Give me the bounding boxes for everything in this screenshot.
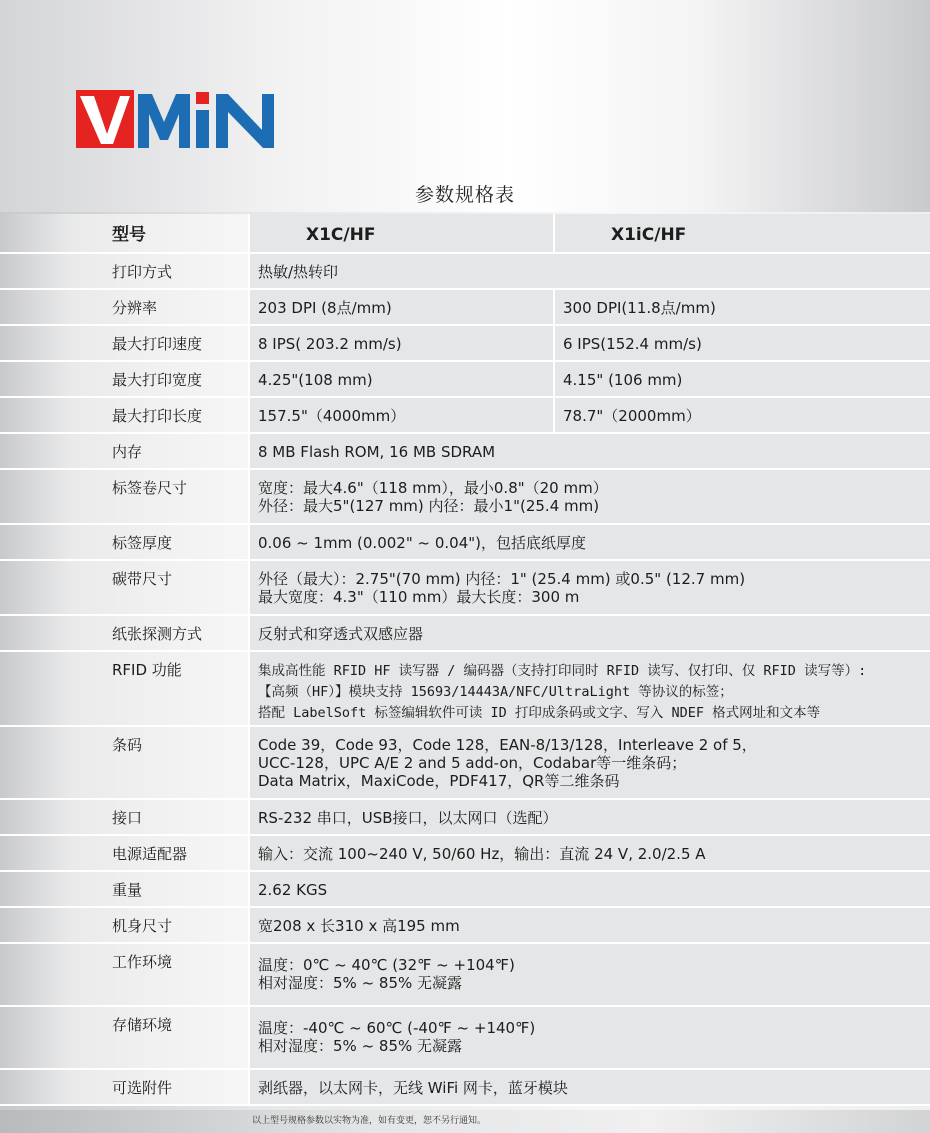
spec-table	[0, 214, 930, 1106]
row-label: 打印方式	[0, 254, 250, 290]
table-row	[0, 362, 930, 398]
row-label: 存储环境	[0, 1007, 250, 1070]
row-value-line: UCC-128，UPC A/E 2 and 5 add-on，Codabar等一维条码；	[258, 754, 687, 772]
row-value: 2.62 KGS	[250, 872, 930, 908]
row-value: 热敏/热转印	[250, 254, 930, 290]
row-label: 碳带尺寸	[0, 561, 250, 616]
table-row	[0, 872, 930, 908]
row-value-line: 相对湿度：5% ~ 85% 无凝露	[258, 974, 463, 992]
row-value: 反射式和穿透式双感应器	[250, 616, 930, 652]
table-row	[0, 434, 930, 470]
row-value-x1ic: 78.7"（2000mm）	[555, 398, 930, 434]
row-label: 分辨率	[0, 290, 250, 326]
row-value: RS-232 串口，USB接口，以太网口（选配）	[250, 800, 930, 836]
row-label: 最大打印长度	[0, 398, 250, 434]
row-label: 机身尺寸	[0, 908, 250, 944]
row-label: 纸张探测方式	[0, 616, 250, 652]
row-value	[250, 561, 930, 616]
row-label: RFID 功能	[0, 652, 250, 727]
row-label: 重量	[0, 872, 250, 908]
vmin-logo	[76, 90, 276, 148]
table-row	[0, 727, 930, 800]
table-header-row	[0, 214, 930, 254]
row-label: 最大打印宽度	[0, 362, 250, 398]
table-row	[0, 800, 930, 836]
row-value-line: 温度：0℃ ~ 40℃ (32℉ ~ +104℉)	[258, 956, 515, 974]
row-label: 条码	[0, 727, 250, 800]
row-value-line: 温度：-40℃ ~ 60℃ (-40℉ ~ +140℉)	[258, 1019, 536, 1037]
row-value-line: Code 39，Code 93，Code 128，EAN-8/13/128，Interleave 2 of 5，	[258, 736, 757, 754]
row-value	[250, 470, 930, 525]
row-value	[250, 652, 930, 727]
row-value-line: 外径：最大5"(127 mm) 内径：最小1"(25.4 mm)	[258, 497, 600, 515]
row-label: 最大打印速度	[0, 326, 250, 362]
row-value-line: 集成高性能 RFID HF 读写器 / 编码器（支持打印同时 RFID 读写、仅打印、仅 RFID 读写等）:	[258, 663, 867, 679]
row-value-x1c: 203 DPI (8点/mm)	[250, 290, 555, 326]
row-label: 工作环境	[0, 944, 250, 1007]
table-row	[0, 561, 930, 616]
row-label: 接口	[0, 800, 250, 836]
page-title: 参数规格表	[414, 184, 515, 206]
row-value	[250, 1007, 930, 1070]
row-value: 剥纸器，以太网卡，无线 WiFi 网卡，蓝牙模块	[250, 1070, 930, 1106]
row-value-line: 相对湿度：5% ~ 85% 无凝露	[258, 1037, 463, 1055]
row-value	[250, 944, 930, 1007]
row-value-line: Data Matrix，MaxiCode，PDF417，QR等二维条码	[258, 772, 620, 790]
row-value-line: 【高频（HF）】模块支持 15693/14443A/NFC/UltraLight 等协议的标签；	[258, 684, 733, 700]
model-x1c-hf: X1C/HF	[250, 214, 555, 254]
row-label: 电源适配器	[0, 836, 250, 872]
model-x1ic-hf: X1iC/HF	[555, 214, 930, 254]
row-label: 标签厚度	[0, 525, 250, 561]
row-value-x1c: 157.5"（4000mm）	[250, 398, 555, 434]
table-row	[0, 908, 930, 944]
table-row	[0, 1070, 930, 1106]
row-value-line: 最大宽度：4.3"（110 mm）最大长度：300 m	[258, 588, 580, 606]
row-label: 内存	[0, 434, 250, 470]
table-row	[0, 470, 930, 525]
row-value-x1ic: 6 IPS(152.4 mm/s)	[555, 326, 930, 362]
table-row	[0, 525, 930, 561]
row-value: 0.06 ~ 1mm (0.002" ~ 0.04")，包括底纸厚度	[250, 525, 930, 561]
row-value-line: 宽度：最大4.6"（118 mm），最小0.8"（20 mm）	[258, 479, 608, 497]
row-value	[250, 727, 930, 800]
row-value-x1c: 4.25"(108 mm)	[250, 362, 555, 398]
row-value-line: 搭配 LabelSoft 标签编辑软件可读 ID 打印成条码或文字、写入 NDEF 格式网址和文本等	[258, 705, 821, 721]
row-label: 可选附件	[0, 1070, 250, 1106]
model-label: 型号	[0, 214, 250, 254]
row-value-x1ic: 4.15" (106 mm)	[555, 362, 930, 398]
row-value-x1c: 8 IPS( 203.2 mm/s)	[250, 326, 555, 362]
table-row	[0, 326, 930, 362]
row-value: 8 MB Flash ROM, 16 MB SDRAM	[250, 434, 930, 470]
row-value: 宽208 x 长310 x 高195 mm	[250, 908, 930, 944]
table-row	[0, 652, 930, 727]
table-row	[0, 254, 930, 290]
row-value-line: 外径（最大）：2.75"(70 mm) 内径：1" (25.4 mm) 或0.5" (12.7 mm)	[258, 570, 746, 588]
row-value: 输入：交流 100~240 V, 50/60 Hz，输出：直流 24 V, 2.0/2.5 A	[250, 836, 930, 872]
row-label: 标签卷尺寸	[0, 470, 250, 525]
table-row	[0, 290, 930, 326]
table-row	[0, 616, 930, 652]
table-row	[0, 836, 930, 872]
footer-note: 以上型号规格参数以实物为准，如有变更，恕不另行通知。	[252, 1116, 487, 1126]
row-value-x1ic: 300 DPI(11.8点/mm)	[555, 290, 930, 326]
table-row	[0, 1007, 930, 1070]
table-row	[0, 398, 930, 434]
table-row	[0, 944, 930, 1007]
